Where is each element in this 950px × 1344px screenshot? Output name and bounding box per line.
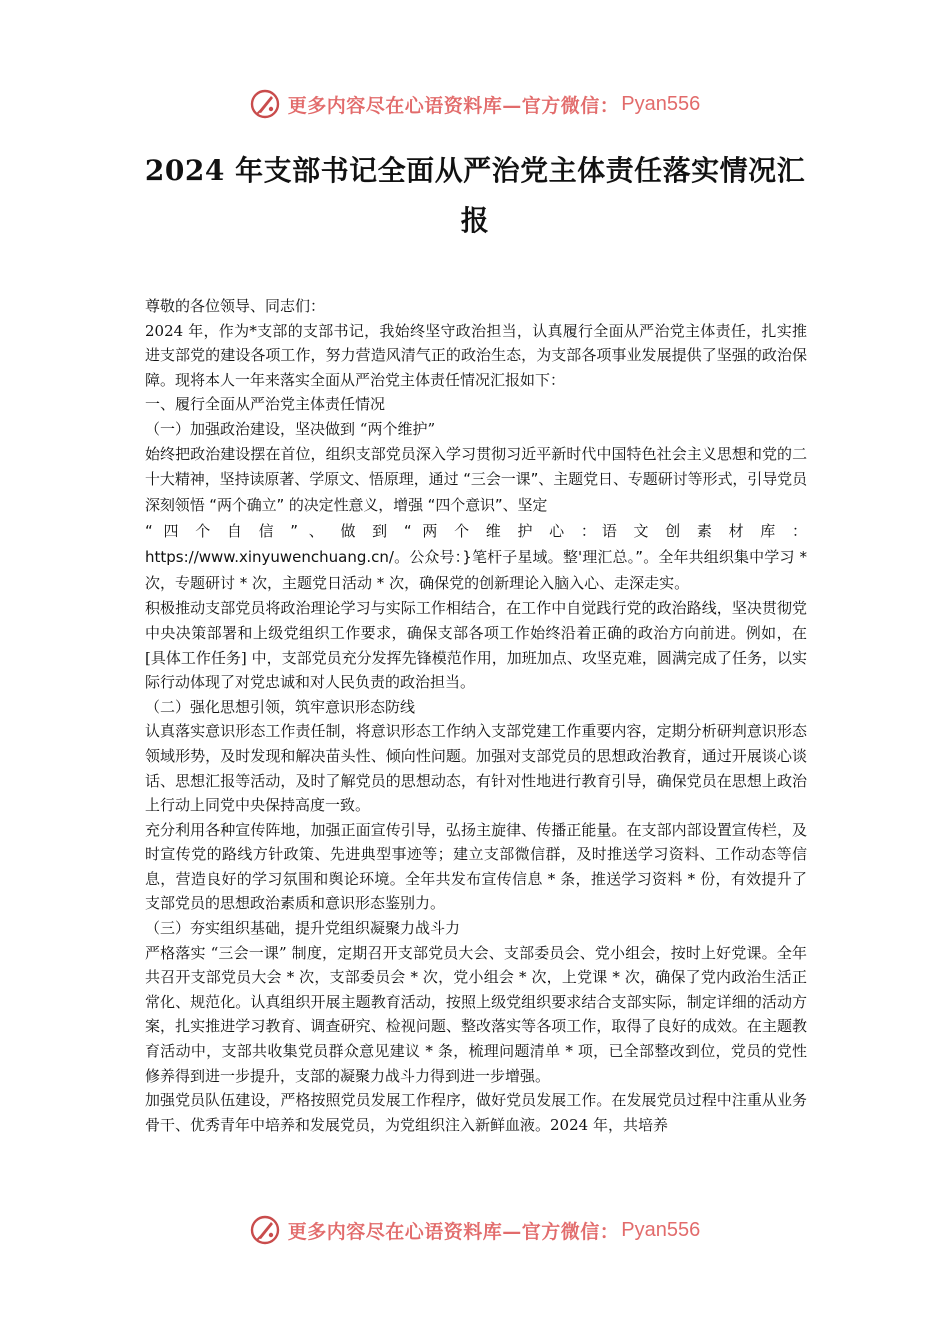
footer-watermark [0, 1210, 950, 1250]
subsection-heading-2: （二）强化思想引领，筑牢意识形态防线 [145, 697, 416, 716]
intro-paragraph: 2024 年，作为*支部的支部书记，我始终坚守政治担当，认真履行全面从严治党主体责任，扎实推进支部党的建设各项工作，努力营造风清气正的政治生态，为支部各项事业发展提供了坚强的政治保障。现将本人一年来落实全面从严治党主体责任情况汇报如下： [145, 321, 807, 389]
paragraph-practice: 积极推动支部党员将政治理论学习与实际工作相结合，在工作中自觉践行党的政治路线，坚决贯彻党中央决策部署和上级党组织工作要求，确保支部各项工作始终沿着正确的政治方向前进。例如，在 [具体工作任务] 中，支部党员充分发挥先锋模范作用，加班加点、攻坚克难，圆满完成了任务，以实际行动体现了对党忠诚和对人民负责的政治担当。 [145, 599, 807, 692]
salutation: 尊敬的各位领导、同志们： [145, 297, 326, 315]
paragraph-political-construction-spaced-line: “ 四 个 自 信 ” 、 做 到 “ 两 个 维 护 心 ：语 文 创 素 材 库 ： [145, 521, 807, 540]
watermark-brand-text: 更多内容尽在心语资料库—官方微信： [287, 1220, 620, 1243]
document-title: 2024 年支部书记全面从严治党主体责任落实情况汇报 [144, 154, 806, 237]
quill-logo-icon [250, 89, 280, 119]
subsection-heading-3: （三）夯实组织基础，提升党组织凝聚力战斗力 [145, 919, 461, 938]
section-heading-1: 一、履行全面从严治党主体责任情况 [145, 395, 386, 414]
document-body [145, 294, 807, 1137]
paragraph-member-development: 加强党员队伍建设，严格按照党员发展工作程序，做好党员发展工作。在发展党员过程中注重从业务骨干、优秀青年中培养和发展党员，为党组织注入新鲜血液。2024 年，共培养 [145, 1091, 807, 1134]
watermark-brand-text: 更多内容尽在心语资料库—官方微信： [287, 94, 620, 117]
header-watermark [0, 84, 950, 124]
subsection-heading-1: （一）加强政治建设，坚决做到 “两个维护” [145, 419, 436, 438]
paragraph-ideology: 认真落实意识形态工作责任制，将意识形态工作纳入支部党建工作重要内容，定期分析研判意识形态领域形势，及时发现和解决苗头性、倾向性问题。加强对支部党员的思想政治教育，通过开展谈心谈话、思想汇报等活动，及时了解党员的思想动态，有针对性地进行教育引导，确保党员在思想上政治上行动上同党中央保持高度一致。 [145, 722, 807, 815]
paragraph-political-construction: 始终把政治建设摆在首位，组织支部党员深入学习贯彻习近平新时代中国特色社会主义思想和党的二十大精神，坚持读原著、学原文、悟原理，通过 “三会一课”、主题党日、专题研讨等形式，引导党员深刻领悟 “两个确立” 的决定性意义，增强 “四个意识”、坚定 [145, 444, 807, 515]
paragraph-publicity: 充分利用各种宣传阵地，加强正面宣传引导，弘扬主旋律、传播正能量。在支部内部设置宣传栏，及时宣传党的路线方针政策、先进典型事迹等；建立支部微信群，及时推送学习资料、工作动态等信息，营造良好的学习氛围和舆论环境。全年共发布宣传信息 * 条，推送学习资料 * 份，有效提升了支部党员的思想政治素质和意识形态鉴别力。 [145, 820, 807, 913]
watermark-wechat-handle: Pyan556 [621, 92, 701, 115]
paragraph-organization: 严格落实 “三会一课” 制度，定期召开支部党员大会、支部委员会、党小组会，按时上好党课。全年共召开支部党员大会 * 次，支部委员会 * 次，党小组会 * 次，上党课 * 次，确保了党内政治生活正常化、规范化。认真组织开展主题教育活动，按照上级党组织要求结合支部实际，制定详细的活动方案，扎实推进学习教育、调查研究、检视问题、整改落实等各项工作，取得了良好的成效。在主题教育活动中，支部共收集党员群众意见建议 * 条，梳理问题清单 * 项，已全部整改到位，党员的党性修养得到进一步提升，支部的凝聚力战斗力得到进一步增强。 [145, 943, 807, 1085]
paragraph-political-construction-cont: https://www.xinyuwenchuang.cn/。公众号：}笔杆子星域。整'理汇总。”。全年共组织集中学习 * 次，专题研讨 * 次，主题党日活动 * 次，确保党的创新理论入脑入心、走深走实。 [145, 547, 807, 592]
watermark-wechat-handle: Pyan556 [621, 1218, 701, 1241]
quill-logo-icon [250, 1215, 280, 1245]
